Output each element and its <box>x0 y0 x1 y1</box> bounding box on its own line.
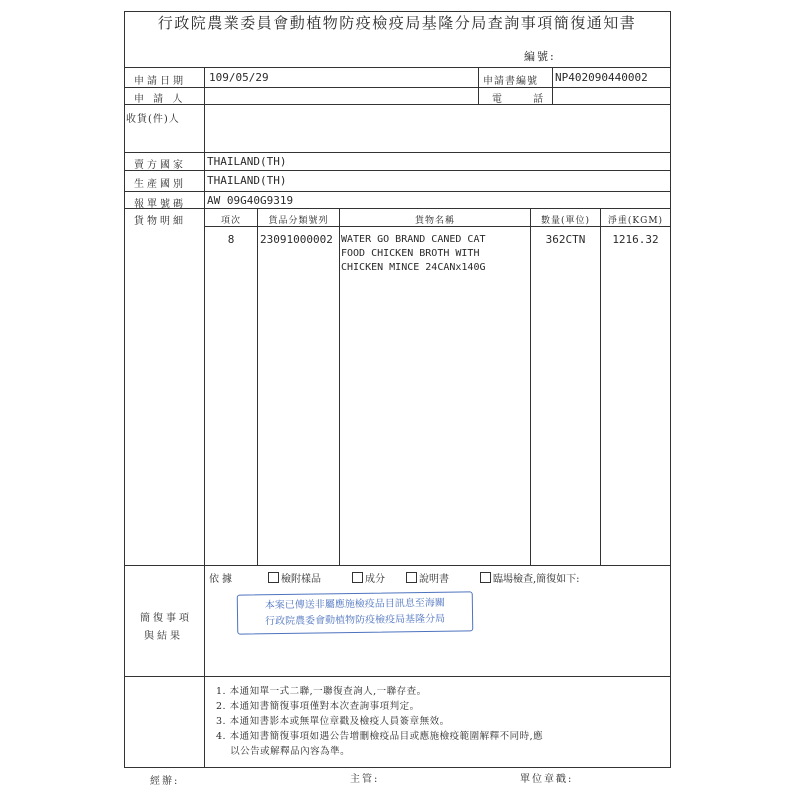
declaration-number-value: AW 09G40G9319 <box>207 194 294 207</box>
note-3: 3. 本通知書影本或無單位章戳及檢疫人員簽章無效。 <box>216 716 450 727</box>
reply-label-line-1: 簡復事項 <box>140 613 192 624</box>
stamp-line-2: 行政院農委會動植物防疫檢疫局基隆分局 <box>265 613 446 628</box>
checkbox-manual <box>406 572 417 583</box>
seller-country-label: 賣方國家 <box>134 160 186 171</box>
goods-name-line-1: WATER GO BRAND CANED CAT <box>341 234 486 245</box>
form-outer-border <box>125 12 671 768</box>
official-stamp <box>237 591 474 634</box>
application-number-value: NP402090440002 <box>555 71 648 84</box>
applicant-label: 申 請 人 <box>134 94 186 105</box>
column-header-item: 項次 <box>220 216 241 226</box>
seller-country-value: THAILAND(TH) <box>207 155 287 168</box>
option-manual: 說明書 <box>406 570 449 585</box>
footer-unit-stamp: 單位章戳: <box>520 774 574 785</box>
footer-handler: 經辦: <box>150 776 180 787</box>
footer-supervisor: 主管: <box>350 774 380 785</box>
column-header-code: 貨品分類號列 <box>268 216 329 226</box>
column-header-net-weight: 淨重(KGM) <box>607 216 664 226</box>
document-title: 行政院農業委員會動植物防疫檢疫局基隆分局查詢事項簡復通知書 <box>157 14 637 32</box>
checkbox-sample <box>268 572 279 583</box>
stamp-line-1: 本案已傳送非屬應施檢疫品目訊息至海關 <box>264 597 445 612</box>
option-onsite-inspection: 臨場檢查,簡復如下: <box>480 570 580 585</box>
checkbox-onsite-inspection <box>480 572 491 583</box>
application-date-label: 申請日期 <box>134 76 186 87</box>
goods-net-weight: 1216.32 <box>612 233 659 246</box>
goods-details-label: 貨物明細 <box>134 216 186 227</box>
note-1: 1. 本通知單一式二聯,一聯復查詢人,一聯存查。 <box>216 686 427 697</box>
column-header-quantity: 數量(單位) <box>540 216 591 226</box>
serial-number-label: 編號: <box>524 50 556 63</box>
option-ingredients: 成分 <box>352 570 385 585</box>
checkbox-ingredients <box>352 572 363 583</box>
column-header-goods-name: 貨物名稱 <box>414 216 455 226</box>
origin-country-value: THAILAND(TH) <box>207 174 287 187</box>
note-2: 2. 本通知書簡復事項僅對本次查詢事項判定。 <box>216 701 420 712</box>
goods-name-line-3: CHICKEN MINCE 24CANx140G <box>341 262 486 273</box>
origin-country-label: 生產國別 <box>134 179 186 190</box>
note-4-continued: 以公告或解釋品內容為準。 <box>216 746 351 757</box>
option-sample: 檢附樣品 <box>268 570 321 585</box>
application-number-label: 申請書編號 <box>483 76 538 87</box>
phone-label: 電 話 <box>492 94 558 105</box>
goods-quantity: 362CTN <box>545 233 586 246</box>
goods-item-number: 8 <box>227 233 235 246</box>
goods-classification-code: 23091000002 <box>260 233 333 246</box>
application-date-value: 109/05/29 <box>209 71 269 84</box>
goods-name-line-2: FOOD CHICKEN BROTH WITH <box>341 248 480 259</box>
options-suffix: ,簡復如下: <box>533 574 580 585</box>
consignee-label: 收貨(件)人 <box>126 114 180 125</box>
basis-label: 依據 <box>209 574 235 585</box>
note-4: 4. 本通知書簡復事項如遇公告增刪檢疫品目或應施檢疫範圍解釋不同時,應 <box>216 731 544 742</box>
declaration-number-label: 報單號碼 <box>134 199 186 210</box>
reply-label-line-2: 與結果 <box>144 631 183 642</box>
